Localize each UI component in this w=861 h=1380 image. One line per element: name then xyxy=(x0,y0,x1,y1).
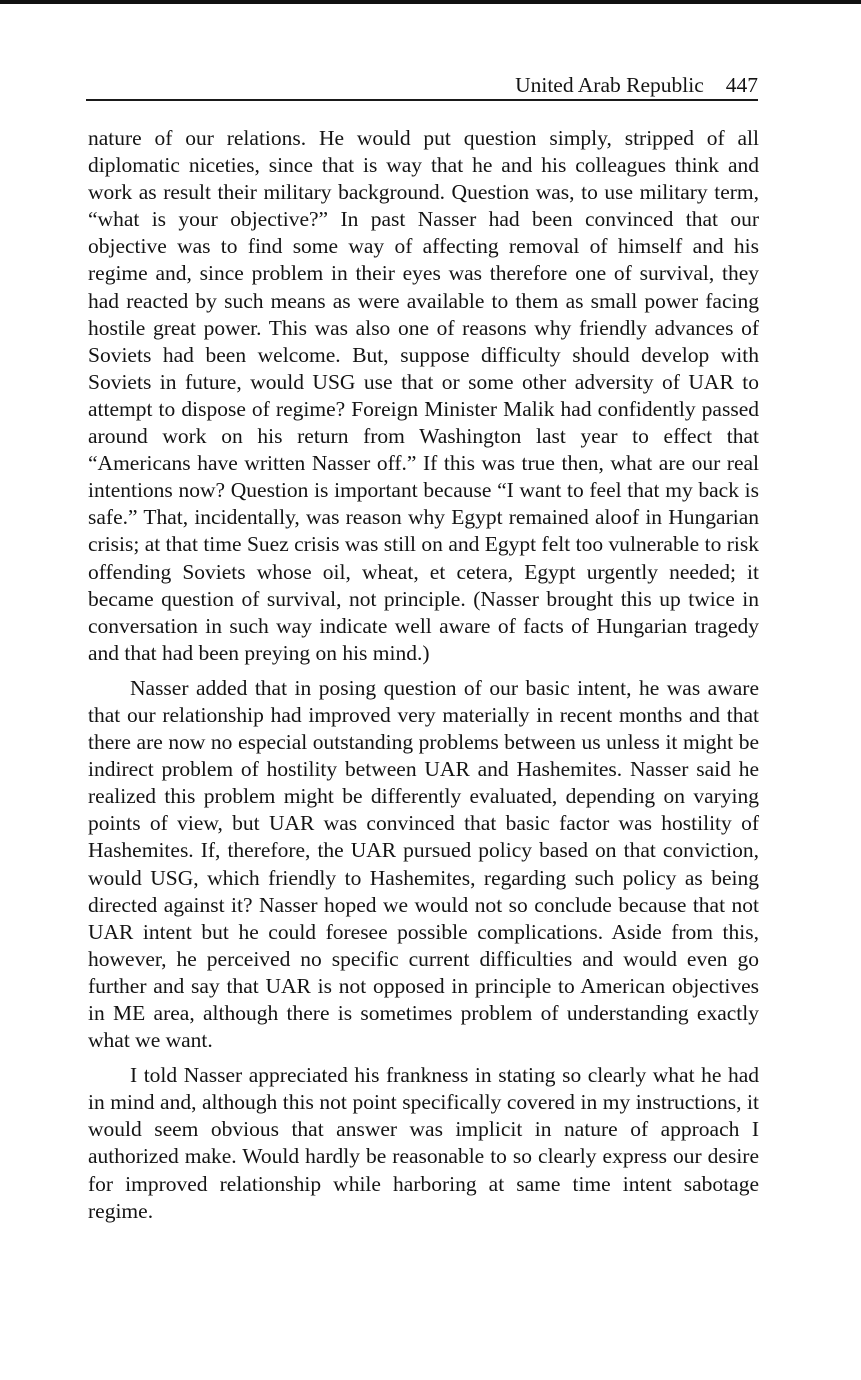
paragraph-continued: nature of our relations. He would put question simply, stripped of all diplomatic niceties, since that is way that he and his colleagues think and work as result their military background. Question was, to use military term, “what is your objective?” In past Nasser had been convinced that our objective was to find some way of affecting removal of himself and his regime and, since problem in their eyes was therefore one of survival, they had reacted by such means as were available to them as small power facing hostile great power. This was also one of reasons why friendly advances of Soviets had been welcome. But, suppose difficulty should develop with Soviets in future, would USG use that or some other adversity of UAR to attempt to dispose of regime? Foreign Minister Malik had confidently passed around work on his return from Washington last year to effect that “Americans have written Nasser off.” If this was true then, what are our real intentions now? Question is important because “I want to feel that my back is safe.” That, incidentally, was reason why Egypt remained aloof in Hungarian crisis; at that time Suez crisis was still on and Egypt felt too vulnerable to risk offending Soviets whose oil, wheat, et cetera, Egypt urgently needed; it became question of survival, not principle. (Nasser brought this up twice in conversation in such way indicate well aware of facts of Hungarian tragedy and that had been preying on his mind.) xyxy=(88,126,759,665)
paragraph-nasser-added: Nasser added that in posing question of our basic intent, he was aware that our relationship had improved very materially in recent months and that there are now no especial outstanding problems between us unless it might be indirect problem of hostility between UAR and Hashemites. Nasser said he realized this problem might be differently evaluated, depending on varying points of view, but UAR was convinced that basic factor was hostility of Hashemites. If, therefore, the UAR pursued policy based on that conviction, would USG, which friendly to Hashemites, regarding such policy as being directed against it? Nasser hoped we would not so conclude because that not UAR intent but he could foresee possible complications. Aside from this, however, he perceived no specific current difficulties and would even go further and say that UAR is not opposed in principle to American objectives in ME area, although there is sometimes problem of understanding exactly what we want. xyxy=(88,675,759,1053)
body-text xyxy=(88,125,759,1233)
running-title: United Arab Republic xyxy=(515,73,704,97)
running-header xyxy=(86,72,758,101)
page-top-edge xyxy=(0,0,861,4)
page-number: 447 xyxy=(725,73,758,97)
paragraph-i-told-nasser: I told Nasser appreciated his frankness in stating so clearly what he had in mind and, although this not point specifically covered in my instructions, it would seem obvious that answer was implicit in nature of approach I authorized make. Would hardly be reasonable to so clearly express our desire for improved relationship while harboring at same time intent sabotage regime. xyxy=(88,1063,759,1223)
